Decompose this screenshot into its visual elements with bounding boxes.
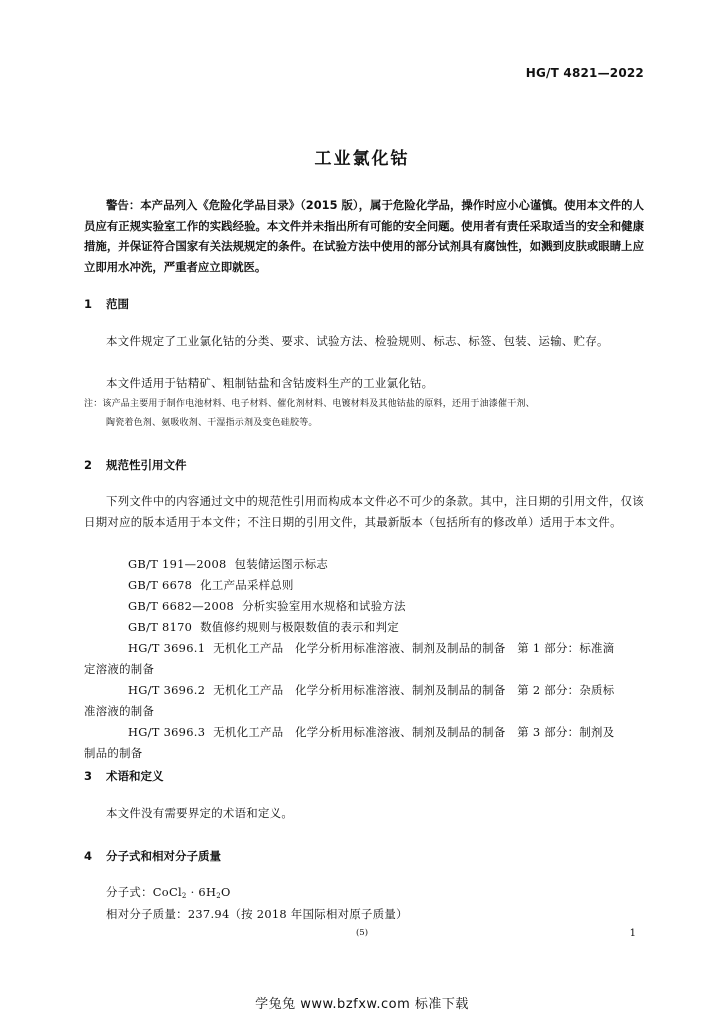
terms-paragraph: 本文件没有需要界定的术语和定义。 [106, 806, 294, 820]
scope-paragraph-2: 本文件适用于钴精矿、粗制钴盐和含钴废料生产的工业氯化钴。 [106, 376, 434, 390]
formula-part: O [220, 885, 231, 899]
page-number: 1 [629, 928, 636, 939]
reference-code: HG/T 3696.3 [128, 725, 206, 739]
note-line-1: 注：该产品主要用于制作电池材料、电子材料、催化剂材料、电镀材料及其他钴盐的原料，还用于油漆催干剂、 [84, 399, 535, 409]
section-number: 1 [84, 297, 93, 311]
reference-title: 包装储运图示标志 [234, 557, 329, 571]
formula-subscript: 2 [216, 892, 221, 900]
molecular-mass: 相对分子质量：237.94（按 2018 年国际相对原子质量） [106, 907, 408, 921]
reference-item [84, 638, 644, 659]
reference-continuation: 制品的制备 [84, 746, 143, 760]
section-number: 3 [84, 769, 93, 783]
scope-note [84, 395, 644, 432]
reference-code: GB/T 8170 [128, 620, 193, 634]
section-2-heading [84, 457, 187, 473]
reference-title: 分析实验室用水规格和试验方法 [242, 599, 406, 613]
formula-label: 分子式： [106, 885, 153, 899]
section-title: 术语和定义 [106, 769, 164, 783]
footer-watermark: 学兔兔 www.bzfxw.com 标准下载 [255, 997, 469, 1012]
reference-list [84, 554, 644, 764]
reference-code: HG/T 3696.2 [128, 683, 206, 697]
reference-continuation: 准溶液的制备 [84, 704, 155, 718]
reference-item [84, 680, 644, 701]
section-title: 范围 [106, 297, 129, 311]
reference-title: 无机化工产品 化学分析用标准溶液、制剂及制品的制备 第 3 部分：制剂及 [213, 725, 615, 739]
section-4-heading [84, 848, 221, 864]
section-number: 2 [84, 458, 93, 472]
formula-part: · 6H [186, 885, 217, 899]
references-intro: 下列文件中的内容通过文中的规范性引用而构成本文件必不可少的条款。其中，注日期的引用文件，仅该日期对应的版本适用于本文件；不注日期的引用文件，其最新版本（包括所有的修改单）适用于本文件。 [84, 494, 644, 529]
reference-item [84, 722, 644, 743]
formula-subscript: 2 [181, 892, 187, 900]
reference-title: 化工产品采样总则 [200, 578, 294, 592]
reference-code: GB/T 6678 [128, 578, 193, 592]
formula-part: CoCl [152, 885, 182, 899]
scope-paragraph-1: 本文件规定了工业氯化钴的分类、要求、试验方法、检验规则、标志、标签、包装、运输、贮存。 [106, 334, 609, 348]
reference-code: GB/T 191—2008 [128, 557, 227, 571]
warning-paragraph: 警告：本产品列入《危险化学品目录》（2015 版），属于危险化学品，操作时应小心谨慎。使用本文件的人员应有正规实验室工作的实践经验。本文件并未指出所有可能的安全问题。使用者有责任采取适当的安全和健康措施，并保证符合国家有关法规规定的条件。在试验方法中使用的部分试剂具有腐蚀性，如溅到皮肤或眼睛上应立即用水冲洗，严重者应立即就医。 [84, 198, 644, 274]
reference-title: 无机化工产品 化学分析用标准溶液、制剂及制品的制备 第 2 部分：杂质标 [213, 683, 615, 697]
reference-code: HG/T 3696.1 [128, 641, 206, 655]
section-1-heading [84, 296, 129, 312]
reference-item [84, 596, 644, 617]
section-title: 分子式和相对分子质量 [106, 849, 221, 863]
document-title: 工业氯化钴 [314, 149, 410, 169]
reference-item [84, 575, 644, 596]
reference-code: GB/T 6682—2008 [128, 599, 235, 613]
reference-title: 无机化工产品 化学分析用标准溶液、制剂及制品的制备 第 1 部分：标准滴 [213, 641, 615, 655]
standard-code: HG/T 4821—2022 [525, 66, 644, 80]
page-sequence-number: (5) [355, 928, 369, 938]
reference-continuation: 定溶液的制备 [84, 662, 155, 676]
section-number: 4 [84, 849, 93, 863]
reference-title: 数值修约规则与极限数值的表示和判定 [200, 620, 399, 634]
reference-item [84, 554, 644, 575]
note-line-2: 陶瓷着色剂、氨吸收剂、干湿指示剂及变色硅胶等。 [106, 417, 318, 428]
reference-item [84, 617, 644, 638]
section-3-heading [84, 768, 164, 784]
section-title: 规范性引用文件 [106, 458, 187, 472]
